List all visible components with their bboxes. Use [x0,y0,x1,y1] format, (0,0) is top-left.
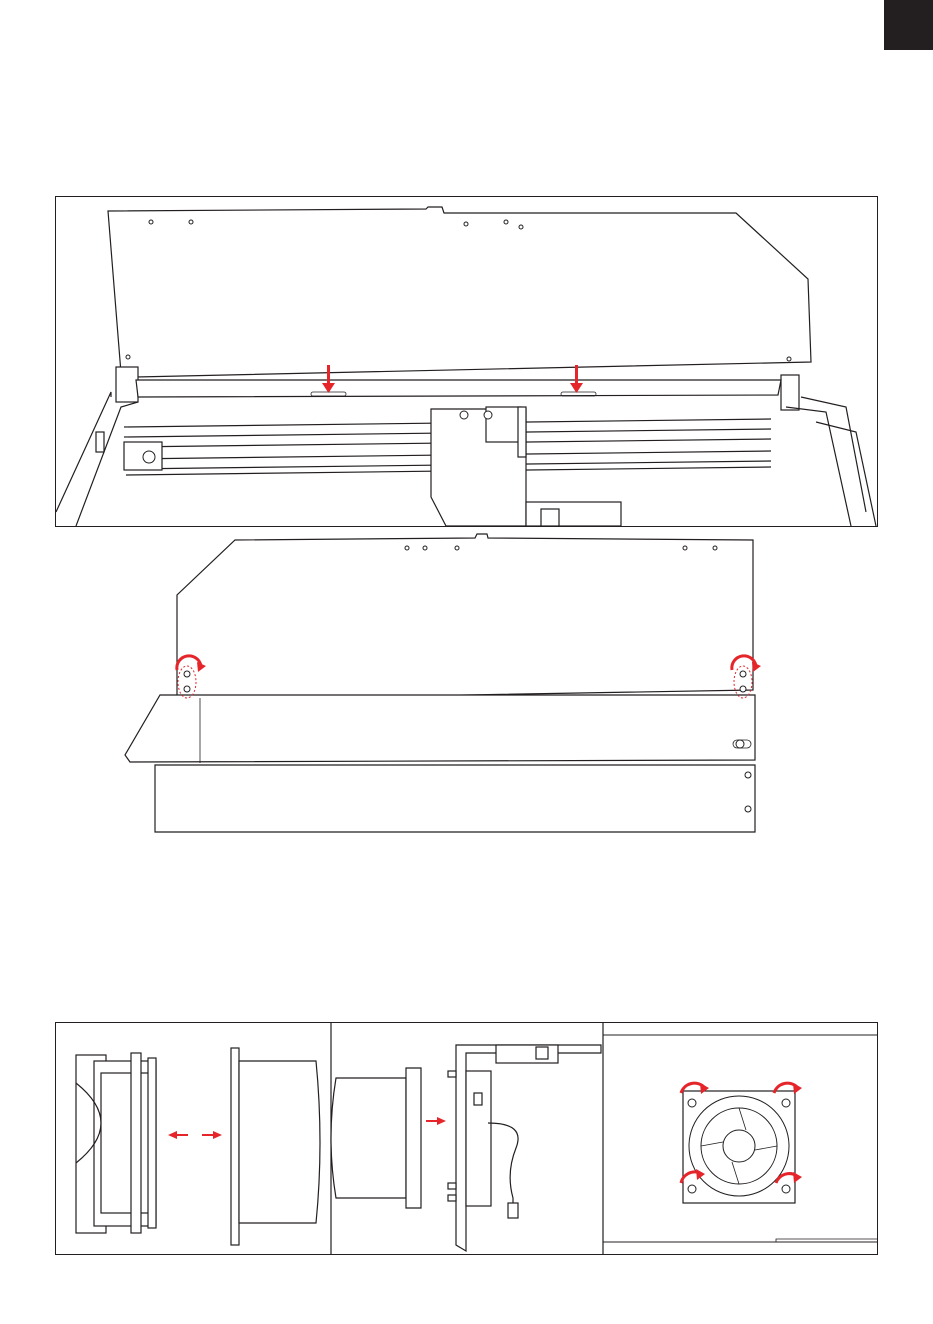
fan-duct-insert [331,1045,601,1251]
figure-fan-duct-row [55,1022,878,1255]
double-arrow-icon [168,1131,222,1139]
fan-screws [603,1035,877,1242]
figure-top-cover-open [55,196,878,527]
fan-duct-assembly [76,1048,320,1245]
section-tab [884,0,933,50]
figure-cover-screw-removal [115,530,765,835]
right-arrow-icon [426,1117,446,1125]
